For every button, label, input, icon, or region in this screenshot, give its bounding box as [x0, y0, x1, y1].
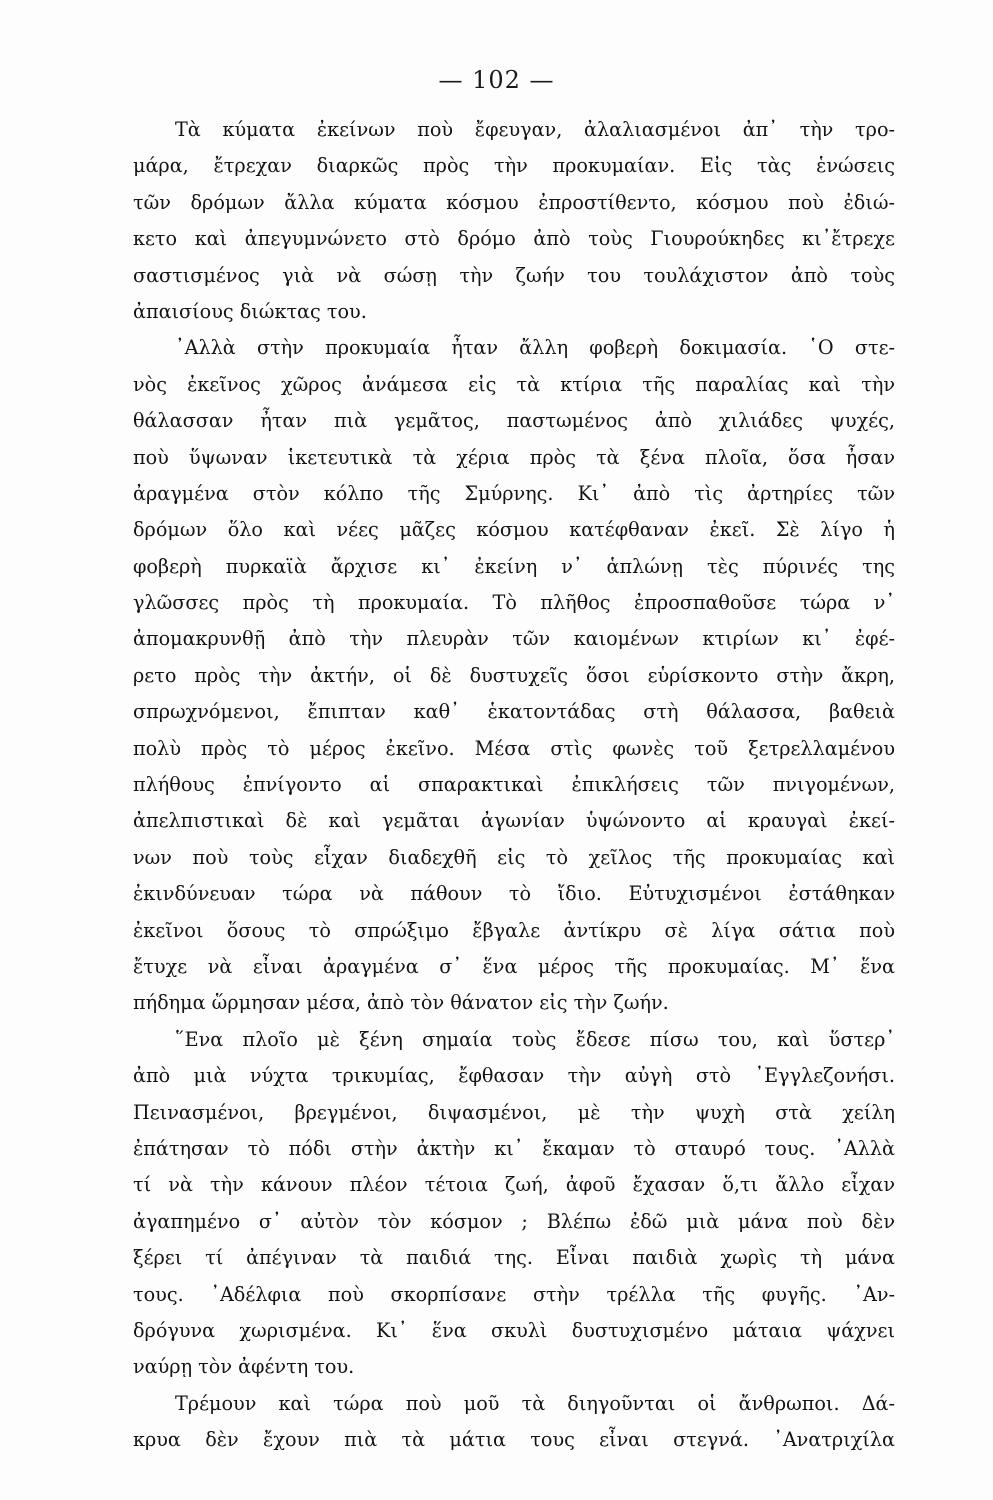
text-line: Τὰ κύματα ἐκείνων ποὺ ἔφευγαν, ἀλαλιασμένοι ἀπ᾿ τὴν τρο-	[175, 118, 895, 141]
text-line: ποὺ ὕψωναν ἱκετευτικὰ τὰ χέρια πρὸς τὰ ξένα πλοῖα, ὅσα ἦσαν	[133, 445, 895, 469]
text-line: δρόγυνα χωρισμένα. Κι᾿ ἕνα σκυλὶ δυστυχισμένο μάταια ψάχνει	[133, 1318, 895, 1342]
page-number: — 102 —	[438, 66, 555, 94]
text-line: νων ποὺ τοὺς εἶχαν διαδεχθῆ εἰς τὸ χεῖλος τῆς προκυμαίας καὶ	[133, 845, 895, 869]
text-line: τῶν δρόμων ἄλλα κύματα κόσμου ἐπροστίθεντο, κόσμου ποὺ ἐδιώ-	[133, 190, 895, 214]
text-line: γλῶσσες πρὸς τὴ προκυμαία. Τὸ πλῆθος ἐπροσπαθοῦσε τώρα ν᾿	[133, 591, 895, 615]
text-line: δρόμων ὅλο καὶ νέες μᾶζες κόσμου κατέφθαναν ἐκεῖ. Σὲ λίγο ἡ	[133, 518, 895, 542]
text-line: ρετο πρὸς τὴν ἀκτήν, οἱ δὲ δυστυχεῖς ὅσοι εὑρίσκοντο στὴν ἄκρη,	[133, 663, 895, 687]
text-line: ἐκινδύνευαν τώρα νὰ πάθουν τὸ ἴδιο. Εὐτυχισμένοι ἐστάθηκαν	[133, 882, 895, 906]
text-line: ἀπὸ μιὰ νύχτα τρικυμίας, ἔφθασαν τὴν αὐγὴ στὸ ᾿Εγγλεζονήσι.	[133, 1064, 895, 1088]
text-line: τί νὰ τὴν κάνουν πλέον τέτοια ζωή, ἀφοῦ ἔχασαν ὅ,τι ἄλλο εἶχαν	[133, 1173, 895, 1197]
text-line: πολὺ πρὸς τὸ μέρος ἐκεῖνο. Μέσα στὶς φωνὲς τοῦ ξετρελλαμένου	[133, 736, 895, 760]
text-line: σπρωχνόμενοι, ἔπιπταν καθ᾿ ἑκατοντάδας στὴ θάλασσα, βαθειὰ	[133, 700, 895, 724]
text-line: ἐκεῖνοι ὅσους τὸ σπρώξιμο ἔβγαλε ἀντίκρυ σὲ λίγα σάτια ποὺ	[133, 918, 895, 942]
text-line: ᾿Αλλὰ στὴν προκυμαία ἦταν ἄλλη φοβερὴ δοκιμασία. ῾Ο στε-	[175, 336, 895, 360]
text-line: τους. ᾿Αδέλφια ποὺ σκορπίσανε στὴν τρέλλα τῆς φυγῆς. ᾿Αν-	[133, 1282, 895, 1306]
text-line: σαστισμένος γιὰ νὰ σώσῃ τὴν ζωήν του τουλάχιστον ἀπὸ τοὺς	[133, 263, 895, 287]
text-line: κετο καὶ ἀπεγυμνώνετο στὸ δρόμο ἀπὸ τοὺς Γιουρούκηδες κι᾿ἔτρεχε	[133, 227, 895, 251]
text-line: ναύρῃ τὸν ἀφέντη του.	[133, 1355, 355, 1379]
text-line: ἀραγμένα στὸν κόλπο τῆς Σμύρνης. Κι᾿ ἀπὸ τὶς ἀρτηρίες τῶν	[133, 481, 895, 505]
text-line: μάρα, ἔτρεχαν διαρκῶς πρὸς τὴν προκυμαίαν. Εἰς τὰς ἑνώσεις	[133, 154, 895, 178]
text-line: κρυα δὲν ἔχουν πιὰ τὰ μάτια τους εἶναι στεγνά. ᾿Ανατριχίλα	[133, 1428, 895, 1452]
text-line: ῞Ενα πλοῖο μὲ ξένη σημαία τοὺς ἔδεσε πίσω του, καὶ ὕστερ᾿	[175, 1027, 895, 1051]
text-line: Πεινασμένοι, βρεγμένοι, διψασμένοι, μὲ τὴν ψυχὴ στὰ χείλη	[133, 1100, 895, 1124]
text-line: ἀπαισίους διώκτας του.	[133, 299, 367, 323]
text-line: ἀγαπημένο σ᾿ αὐτὸν τὸν κόσμον ; Βλέπω ἐδῶ μιὰ μάνα ποὺ δὲν	[133, 1209, 895, 1233]
text-line: ἀπομακρυνθῇ ἀπὸ τὴν πλευρὰν τῶν καιομένων κτιρίων κι᾿ ἐφέ-	[133, 627, 895, 651]
text-line: πλήθους ἐπνίγοντο αἱ σπαρακτικαὶ ἐπικλήσεις τῶν πνιγομένων,	[133, 773, 895, 797]
text-line: Τρέμουν καὶ τώρα ποὺ μοῦ τὰ διηγοῦνται οἱ ἄνθρωποι. Δά-	[175, 1391, 895, 1415]
text-line: νὸς ἐκεῖνος χῶρος ἀνάμεσα εἰς τὰ κτίρια τῆς παραλίας καὶ τὴν	[133, 372, 895, 396]
text-line: πήδημα ὥρμησαν μέσα, ἀπὸ τὸν θάνατον εἰς τὴν ζωήν.	[133, 991, 669, 1015]
text-line: θάλασσαν ἦταν πιὰ γεμᾶτος, παστωμένος ἀπὸ χιλιάδες ψυχές,	[133, 409, 895, 433]
text-line: ἔτυχε νὰ εἶναι ἀραγμένα σ᾿ ἕνα μέρος τῆς προκυμαίας. Μ᾿ ἕνα	[133, 954, 895, 978]
text-line: φοβερὴ πυρκαϊὰ ἄρχισε κι᾿ ἐκείνη ν᾿ ἁπλώνῃ τὲς πύρινές της	[133, 554, 895, 578]
text-line: ξέρει τί ἀπέγιναν τὰ παιδιά της. Εἶναι παιδιὰ χωρὶς τὴ μάνα	[133, 1246, 895, 1270]
text-line: ἐπάτησαν τὸ πόδι στὴν ἀκτὴν κι᾿ ἔκαμαν τὸ σταυρό τους. ᾿Αλλὰ	[133, 1136, 895, 1160]
text-line: ἀπελπιστικαὶ δὲ καὶ γεμᾶται ἀγωνίαν ὑψώνοντο αἱ κραυγαὶ ἐκεί-	[133, 809, 895, 833]
body-text	[133, 112, 895, 1458]
